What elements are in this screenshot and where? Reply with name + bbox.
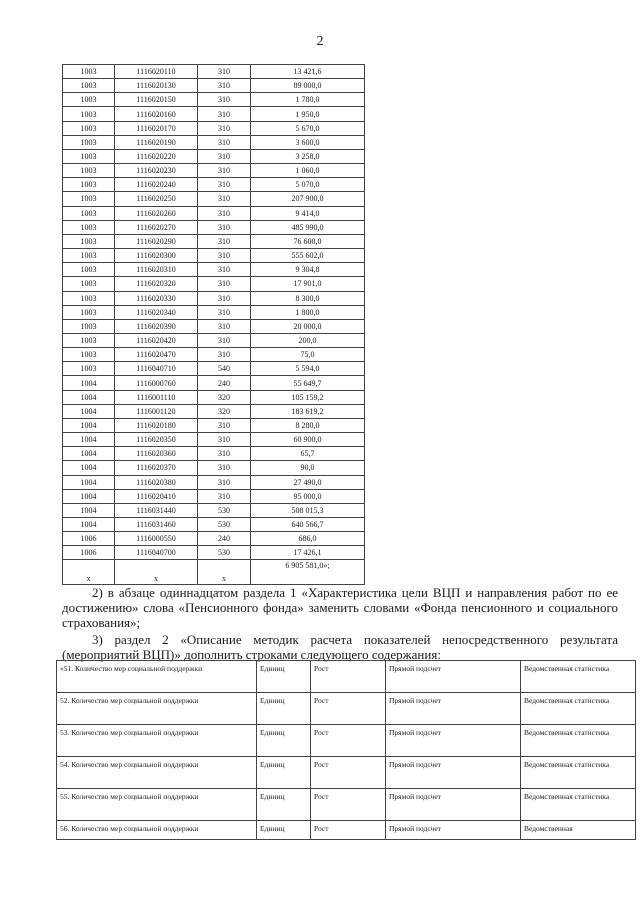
- amount-cell: 508 015,3: [251, 503, 365, 517]
- methods-table-row: [57, 725, 636, 757]
- target-article-cell: 1116020250: [115, 192, 198, 206]
- budget-table-row: [63, 107, 365, 121]
- amount-cell: 3 600,0: [251, 135, 365, 149]
- expense-type-cell: 310: [198, 461, 251, 475]
- method-cell: Прямой подсчет: [386, 693, 521, 725]
- budget-table-row: [63, 234, 365, 248]
- budget-table-row: [63, 164, 365, 178]
- target-article-cell: 1116020270: [115, 220, 198, 234]
- target-article-cell: 1116020170: [115, 121, 198, 135]
- section-code-cell: 1004: [63, 518, 115, 532]
- expense-type-cell: 530: [198, 503, 251, 517]
- expense-type-cell: 310: [198, 277, 251, 291]
- amount-cell: 17 426,1: [251, 546, 365, 560]
- section-code-cell: 1003: [63, 121, 115, 135]
- target-article-cell: 1116020290: [115, 234, 198, 248]
- budget-table-row: [63, 220, 365, 234]
- expense-type-cell: 310: [198, 333, 251, 347]
- indicator-name-cell: 55. Количество мер социальной поддержки: [57, 789, 257, 821]
- trend-cell: Рост: [311, 757, 386, 789]
- amount-cell: 75,0: [251, 348, 365, 362]
- unit-cell: Единиц: [257, 725, 311, 757]
- budget-table-row: [63, 65, 365, 79]
- budget-table-row: [63, 461, 365, 475]
- paragraph-3-text: 3) раздел 2 «Описание методик расчета показателей непосредственного результата (мероприятий ВЦП)» дополнить строками следующего содержания:: [62, 632, 618, 662]
- amount-cell: 60 900,0: [251, 433, 365, 447]
- budget-table-row: [63, 277, 365, 291]
- paragraph-3: [62, 632, 618, 662]
- budget-table-row: [63, 532, 365, 546]
- target-article-cell: 1116020240: [115, 178, 198, 192]
- budget-table-row: [63, 418, 365, 432]
- section-code-cell: 1004: [63, 489, 115, 503]
- source-cell: Ведомственная: [521, 821, 636, 840]
- budget-table-row: [63, 404, 365, 418]
- methods-table: [56, 660, 636, 840]
- budget-table-row: [63, 518, 365, 532]
- budget-table-row: [63, 390, 365, 404]
- section-code-cell: 1003: [63, 93, 115, 107]
- total-amount-cell: 6 905 581,0»;: [251, 560, 365, 585]
- amount-cell: 90,0: [251, 461, 365, 475]
- target-article-cell: 1116001110: [115, 390, 198, 404]
- target-article-cell: 1116020410: [115, 489, 198, 503]
- budget-table-row: [63, 433, 365, 447]
- amount-cell: 8 300,0: [251, 291, 365, 305]
- expense-type-cell: 310: [198, 206, 251, 220]
- indicator-name-cell: 54. Количество мер социальной поддержки: [57, 757, 257, 789]
- amount-cell: 95 000,0: [251, 489, 365, 503]
- expense-type-cell: 320: [198, 390, 251, 404]
- unit-cell: Единиц: [257, 821, 311, 840]
- amount-cell: 555 602,0: [251, 249, 365, 263]
- target-article-cell: 1116020320: [115, 277, 198, 291]
- target-article-cell: 1116020310: [115, 263, 198, 277]
- indicator-name-cell: 52. Количество мер социальной поддержки: [57, 693, 257, 725]
- source-cell: Ведомственная статистика: [521, 757, 636, 789]
- budget-table-row: [63, 376, 365, 390]
- amount-cell: 89 000,0: [251, 79, 365, 93]
- budget-table-row: [63, 333, 365, 347]
- expense-type-cell: 540: [198, 362, 251, 376]
- target-article-cell: 1116020380: [115, 475, 198, 489]
- amount-cell: 17 901,0: [251, 277, 365, 291]
- expense-type-cell: 310: [198, 234, 251, 248]
- expense-type-cell: 310: [198, 93, 251, 107]
- target-article-cell: 1116020350: [115, 433, 198, 447]
- expense-type-cell: 320: [198, 404, 251, 418]
- total-placeholder-cell: x: [63, 560, 115, 585]
- method-cell: Прямой подсчет: [386, 757, 521, 789]
- target-article-cell: 1116020220: [115, 149, 198, 163]
- expense-type-cell: 310: [198, 263, 251, 277]
- section-code-cell: 1003: [63, 277, 115, 291]
- target-article-cell: 1116020390: [115, 319, 198, 333]
- indicator-name-cell: 53. Количество мер социальной поддержки: [57, 725, 257, 757]
- methods-table-row: [57, 821, 636, 840]
- expense-type-cell: 530: [198, 546, 251, 560]
- section-code-cell: 1003: [63, 234, 115, 248]
- budget-table-row: [63, 475, 365, 489]
- unit-cell: Единиц: [257, 693, 311, 725]
- budget-table-row: [63, 192, 365, 206]
- amount-cell: 9 304,8: [251, 263, 365, 277]
- expense-type-cell: 310: [198, 121, 251, 135]
- budget-table-row: [63, 249, 365, 263]
- section-code-cell: 1003: [63, 263, 115, 277]
- expense-type-cell: 310: [198, 149, 251, 163]
- amount-cell: 9 414,0: [251, 206, 365, 220]
- budget-table-row: [63, 178, 365, 192]
- amount-cell: 1 950,0: [251, 107, 365, 121]
- section-code-cell: 1004: [63, 433, 115, 447]
- amount-cell: 8 280,0: [251, 418, 365, 432]
- expense-type-cell: 310: [198, 178, 251, 192]
- target-article-cell: 1116020130: [115, 79, 198, 93]
- target-article-cell: 1116020110: [115, 65, 198, 79]
- source-cell: Ведомственная статистика: [521, 661, 636, 693]
- target-article-cell: 1116040700: [115, 546, 198, 560]
- amount-cell: 65,7: [251, 447, 365, 461]
- target-article-cell: 1116040710: [115, 362, 198, 376]
- expense-type-cell: 240: [198, 532, 251, 546]
- expense-type-cell: 310: [198, 348, 251, 362]
- section-code-cell: 1004: [63, 461, 115, 475]
- budget-table-row: [63, 149, 365, 163]
- budget-table-row: [63, 135, 365, 149]
- section-code-cell: 1004: [63, 376, 115, 390]
- budget-table: [62, 64, 365, 585]
- section-code-cell: 1003: [63, 65, 115, 79]
- section-code-cell: 1004: [63, 503, 115, 517]
- target-article-cell: 1116000550: [115, 532, 198, 546]
- section-code-cell: 1004: [63, 404, 115, 418]
- trend-cell: Рост: [311, 725, 386, 757]
- amount-cell: 200,0: [251, 333, 365, 347]
- budget-table-row: [63, 291, 365, 305]
- amount-cell: 1 800,0: [251, 305, 365, 319]
- amount-cell: 27 490,0: [251, 475, 365, 489]
- target-article-cell: 1116020190: [115, 135, 198, 149]
- page-number: 2: [316, 34, 324, 49]
- section-code-cell: 1003: [63, 192, 115, 206]
- target-article-cell: 1116020330: [115, 291, 198, 305]
- target-article-cell: 1116020180: [115, 418, 198, 432]
- budget-table-row: [63, 362, 365, 376]
- section-code-cell: 1003: [63, 178, 115, 192]
- budget-table-row: [63, 503, 365, 517]
- budget-table-row: [63, 121, 365, 135]
- trend-cell: Рост: [311, 661, 386, 693]
- section-code-cell: 1003: [63, 206, 115, 220]
- section-code-cell: 1003: [63, 305, 115, 319]
- methods-table-row: [57, 757, 636, 789]
- trend-cell: Рост: [311, 693, 386, 725]
- indicator-name-cell: «51. Количество мер социальной поддержки: [57, 661, 257, 693]
- section-code-cell: 1006: [63, 546, 115, 560]
- budget-table-body: [63, 65, 365, 585]
- amount-cell: 13 421,6: [251, 65, 365, 79]
- unit-cell: Единиц: [257, 789, 311, 821]
- paragraph-2: [62, 585, 618, 630]
- target-article-cell: 1116001120: [115, 404, 198, 418]
- total-placeholder-cell: x: [198, 560, 251, 585]
- method-cell: Прямой подсчет: [386, 789, 521, 821]
- expense-type-cell: 310: [198, 447, 251, 461]
- expense-type-cell: 310: [198, 489, 251, 503]
- methods-table-row: [57, 693, 636, 725]
- budget-table-row: [63, 447, 365, 461]
- amount-cell: 1 060,0: [251, 164, 365, 178]
- source-cell: Ведомственная статистика: [521, 725, 636, 757]
- section-code-cell: 1004: [63, 390, 115, 404]
- expense-type-cell: 310: [198, 164, 251, 178]
- expense-type-cell: 310: [198, 291, 251, 305]
- methods-table-row: [57, 661, 636, 693]
- target-article-cell: 1116020260: [115, 206, 198, 220]
- expense-type-cell: 310: [198, 107, 251, 121]
- trend-cell: Рост: [311, 789, 386, 821]
- indicator-name-cell: 56. Количество мер социальной поддержки: [57, 821, 257, 840]
- expense-type-cell: 310: [198, 418, 251, 432]
- method-cell: Прямой подсчет: [386, 725, 521, 757]
- amount-cell: 686,0: [251, 532, 365, 546]
- section-code-cell: 1006: [63, 532, 115, 546]
- expense-type-cell: 310: [198, 192, 251, 206]
- section-code-cell: 1003: [63, 362, 115, 376]
- amount-cell: 640 566,7: [251, 518, 365, 532]
- amount-cell: 183 619,2: [251, 404, 365, 418]
- trend-cell: Рост: [311, 821, 386, 840]
- amount-cell: 5 070,0: [251, 178, 365, 192]
- target-article-cell: 1116020370: [115, 461, 198, 475]
- target-article-cell: 1116000760: [115, 376, 198, 390]
- expense-type-cell: 310: [198, 319, 251, 333]
- source-cell: Ведомственная статистика: [521, 693, 636, 725]
- expense-type-cell: 310: [198, 433, 251, 447]
- amount-cell: 3 258,0: [251, 149, 365, 163]
- section-code-cell: 1003: [63, 149, 115, 163]
- section-code-cell: 1003: [63, 319, 115, 333]
- section-code-cell: 1004: [63, 418, 115, 432]
- target-article-cell: 1116031440: [115, 503, 198, 517]
- amount-cell: 5 594,0: [251, 362, 365, 376]
- expense-type-cell: 310: [198, 220, 251, 234]
- budget-table-row: [63, 79, 365, 93]
- expense-type-cell: 310: [198, 135, 251, 149]
- target-article-cell: 1116020230: [115, 164, 198, 178]
- target-article-cell: 1116020160: [115, 107, 198, 121]
- source-cell: Ведомственная статистика: [521, 789, 636, 821]
- amount-cell: 20 000,0: [251, 319, 365, 333]
- section-code-cell: 1004: [63, 447, 115, 461]
- method-cell: Прямой подсчет: [386, 821, 521, 840]
- target-article-cell: 1116020300: [115, 249, 198, 263]
- total-placeholder-cell: x: [115, 560, 198, 585]
- amount-cell: 5 670,0: [251, 121, 365, 135]
- methods-table-row: [57, 789, 636, 821]
- target-article-cell: 1116031460: [115, 518, 198, 532]
- budget-table-row: [63, 489, 365, 503]
- target-article-cell: 1116020420: [115, 333, 198, 347]
- section-code-cell: 1003: [63, 291, 115, 305]
- amount-cell: 55 649,7: [251, 376, 365, 390]
- method-cell: Прямой подсчет: [386, 661, 521, 693]
- unit-cell: Единиц: [257, 757, 311, 789]
- section-code-cell: 1003: [63, 333, 115, 347]
- target-article-cell: 1116020340: [115, 305, 198, 319]
- section-code-cell: 1003: [63, 249, 115, 263]
- budget-table-row: [63, 263, 365, 277]
- amount-cell: 485 990,0: [251, 220, 365, 234]
- budget-table-row: [63, 348, 365, 362]
- expense-type-cell: 530: [198, 518, 251, 532]
- paragraph-2-text: 2) в абзаце одиннадцатом раздела 1 «Характеристика цели ВЦП и направления работ по ее достижению» слова «Пенсионного фонда» заменить словами «Фонда пенсионного и социального страхования»;: [62, 585, 618, 630]
- target-article-cell: 1116020150: [115, 93, 198, 107]
- budget-table-row: [63, 305, 365, 319]
- amount-cell: 105 159,2: [251, 390, 365, 404]
- amount-cell: 1 780,0: [251, 93, 365, 107]
- unit-cell: Единиц: [257, 661, 311, 693]
- expense-type-cell: 310: [198, 65, 251, 79]
- expense-type-cell: 310: [198, 79, 251, 93]
- section-code-cell: 1003: [63, 107, 115, 121]
- section-code-cell: 1003: [63, 79, 115, 93]
- expense-type-cell: 310: [198, 249, 251, 263]
- budget-table-row: [63, 319, 365, 333]
- expense-type-cell: 240: [198, 376, 251, 390]
- budget-table-row: [63, 206, 365, 220]
- section-code-cell: 1004: [63, 475, 115, 489]
- target-article-cell: 1116020470: [115, 348, 198, 362]
- section-code-cell: 1003: [63, 164, 115, 178]
- section-code-cell: 1003: [63, 348, 115, 362]
- methods-table-body: [57, 661, 636, 840]
- budget-table-row: [63, 93, 365, 107]
- amount-cell: 76 600,0: [251, 234, 365, 248]
- amount-cell: 207 900,0: [251, 192, 365, 206]
- target-article-cell: 1116020360: [115, 447, 198, 461]
- section-code-cell: 1003: [63, 135, 115, 149]
- section-code-cell: 1003: [63, 220, 115, 234]
- expense-type-cell: 310: [198, 475, 251, 489]
- expense-type-cell: 310: [198, 305, 251, 319]
- budget-table-row: [63, 546, 365, 560]
- budget-table-total-row: [63, 560, 365, 585]
